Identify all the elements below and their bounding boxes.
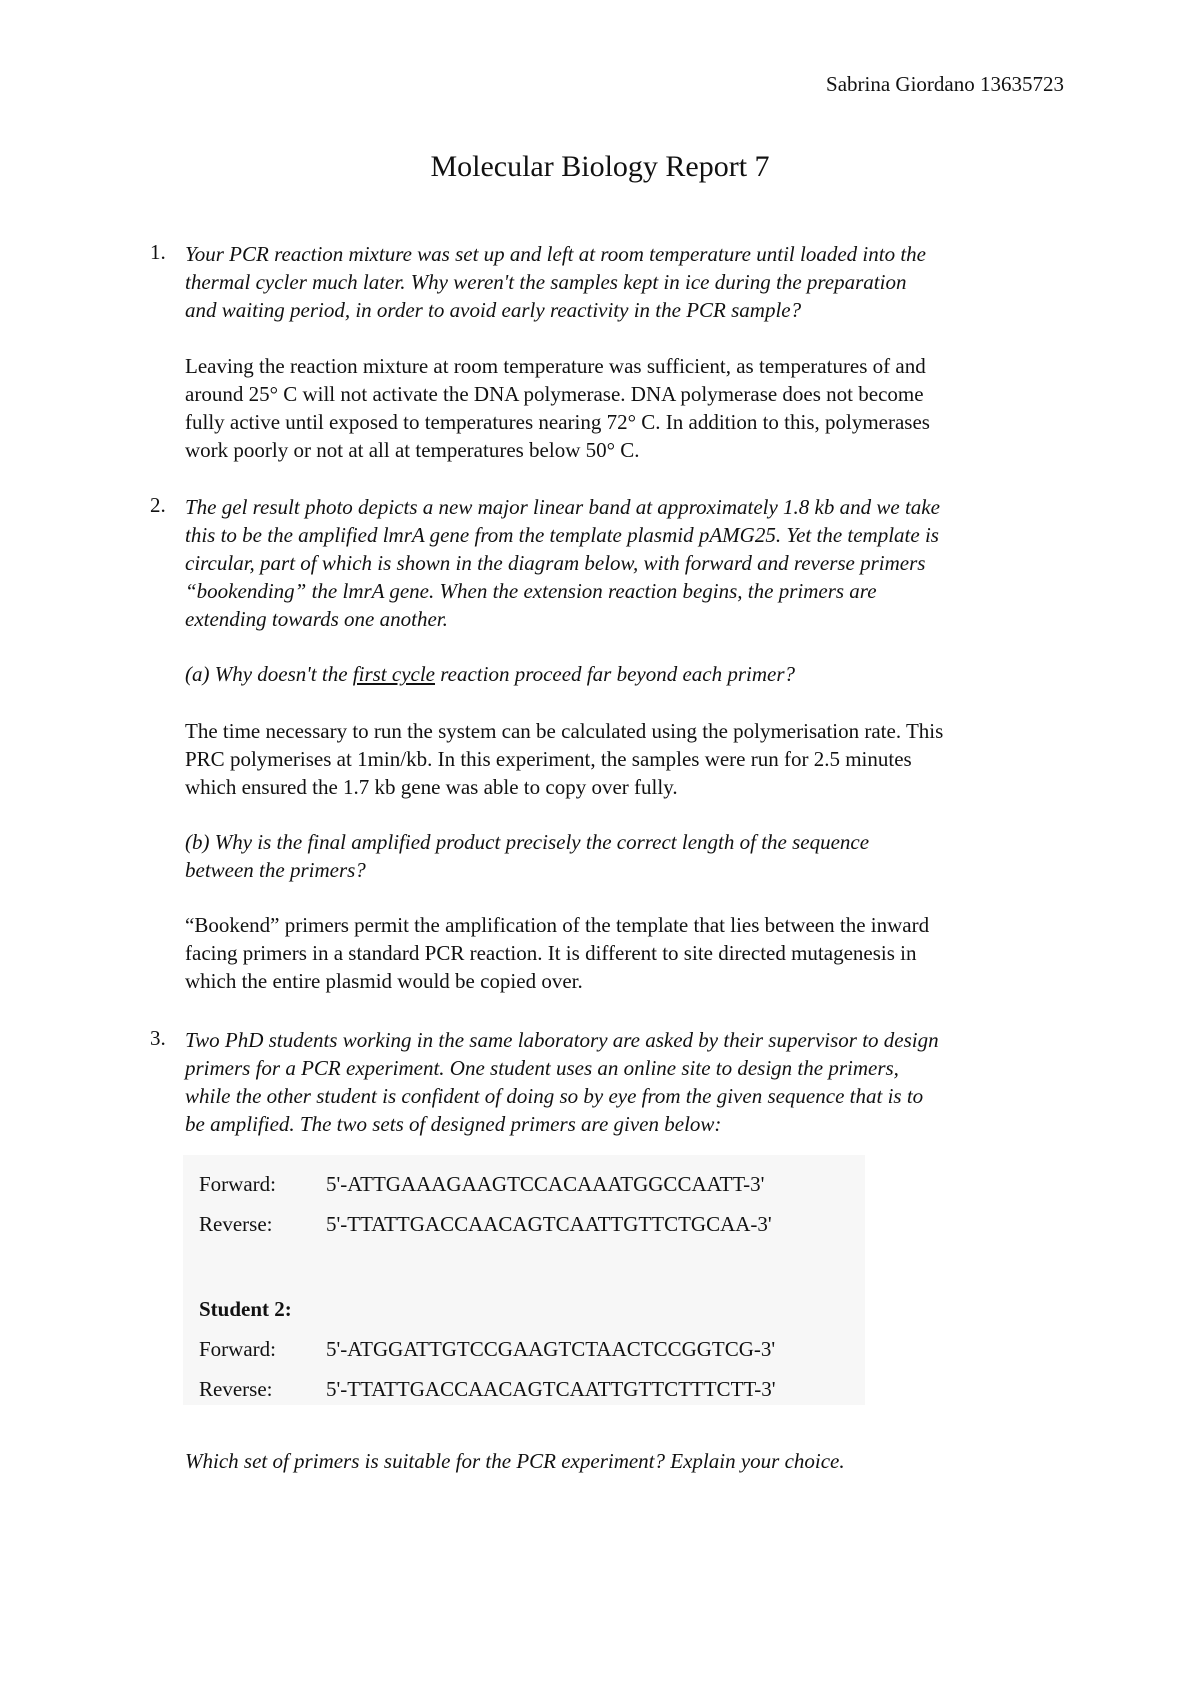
question-3-line: be amplified. The two sets of designed primers are given below:: [185, 1112, 722, 1136]
answer-2b-line: “Bookend” primers permit the amplification of the template that lies between the inward: [185, 913, 930, 937]
question-2-line: “bookending” the lmrA gene. When the extension reaction begins, the primers are: [185, 579, 877, 603]
question-2-line: extending towards one another.: [185, 607, 448, 631]
question-2a-emphasis: first cycle: [352, 662, 435, 686]
question-2-line: circular, part of which is shown in the diagram below, with forward and reverse primers: [185, 551, 926, 575]
answer-2a-line: which ensured the 1.7 kb gene was able to copy over fully.: [185, 775, 678, 799]
answer-2b-line: facing primers in a standard PCR reaction. It is different to site directed mutagenesis in: [185, 941, 917, 965]
set1-forward-sequence: 5'-ATTGAAAGAAGTCCACAAATGGCCAATT-3': [326, 1172, 765, 1196]
question-1-number: 1.: [150, 240, 166, 264]
answer-2a-text: [185, 717, 1075, 801]
question-3-followup: [185, 1447, 1075, 1475]
question-2a-suffix: reaction proceed far beyond each primer?: [435, 662, 796, 686]
question-1-line: Your PCR reaction mixture was set up and left at room temperature until loaded into the: [185, 242, 926, 266]
answer-1-line: around 25° C will not activate the DNA polymerase. DNA polymerase does not become: [185, 382, 924, 406]
primer-sets-figure: [183, 1155, 865, 1405]
question-2-line: The gel result photo depicts a new major linear band at approximately 1.8 kb and we take: [185, 495, 940, 519]
question-1-line: and waiting period, in order to avoid early reactivity in the PCR sample?: [185, 298, 802, 322]
question-3-line: Two PhD students working in the same laboratory are asked by their supervisor to design: [185, 1028, 939, 1052]
set2-forward-sequence: 5'-ATGGATTGTCCGAAGTCTAACTCCGGTCG-3': [326, 1337, 776, 1361]
question-1-text: [185, 240, 1075, 324]
answer-2a-line: The time necessary to run the system can be calculated using the polymerisation rate. This: [185, 719, 944, 743]
question-2-text: [185, 493, 1075, 633]
answer-2a-line: PRC polymerises at 1min/kb. In this experiment, the samples were run for 2.5 minutes: [185, 747, 912, 771]
answer-2b-text: [185, 911, 1075, 995]
question-3-followup-line: Which set of primers is suitable for the PCR experiment? Explain your choice.: [185, 1449, 845, 1473]
set2-forward-label: Forward:: [199, 1337, 276, 1361]
author-line: Sabrina Giordano 13635723: [826, 72, 1064, 96]
page-title: Molecular Biology Report 7: [430, 150, 770, 183]
question-3-text: [185, 1026, 1075, 1138]
question-2b-text: [185, 828, 1075, 884]
question-3-line: primers for a PCR experiment. One student uses an online site to design the primers,: [185, 1056, 899, 1080]
answer-1-text: [185, 352, 1075, 464]
question-2a-text: [185, 660, 1075, 688]
set1-forward-label: Forward:: [199, 1172, 276, 1196]
set1-reverse-sequence: 5'-TTATTGACCAACAGTCAATTGTTCTGCAA-3': [326, 1212, 772, 1236]
question-2b-line: between the primers?: [185, 858, 366, 882]
question-2a-prefix: (a) Why doesn't the: [185, 662, 353, 686]
answer-2b-line: which the entire plasmid would be copied over.: [185, 969, 583, 993]
set2-reverse-label: Reverse:: [199, 1377, 273, 1401]
question-2b-line: (b) Why is the final amplified product precisely the correct length of the sequence: [185, 830, 870, 854]
question-1-line: thermal cycler much later. Why weren't the samples kept in ice during the preparation: [185, 270, 907, 294]
question-2-line: this to be the amplified lmrA gene from the template plasmid pAMG25. Yet the template is: [185, 523, 939, 547]
question-3-number: 3.: [150, 1026, 166, 1050]
question-2-number: 2.: [150, 493, 166, 517]
set1-reverse-label: Reverse:: [199, 1212, 273, 1236]
answer-1-line: Leaving the reaction mixture at room temperature was sufficient, as temperatures of and: [185, 354, 926, 378]
set2-heading: Student 2:: [199, 1297, 292, 1321]
set2-reverse-sequence: 5'-TTATTGACCAACAGTCAATTGTTCTTTCTT-3': [326, 1377, 776, 1401]
answer-1-line: work poorly or not at all at temperatures below 50° C.: [185, 438, 640, 462]
answer-1-line: fully active until exposed to temperatures nearing 72° C. In addition to this, polymerases: [185, 410, 930, 434]
question-3-line: while the other student is confident of doing so by eye from the given sequence that is to: [185, 1084, 924, 1108]
